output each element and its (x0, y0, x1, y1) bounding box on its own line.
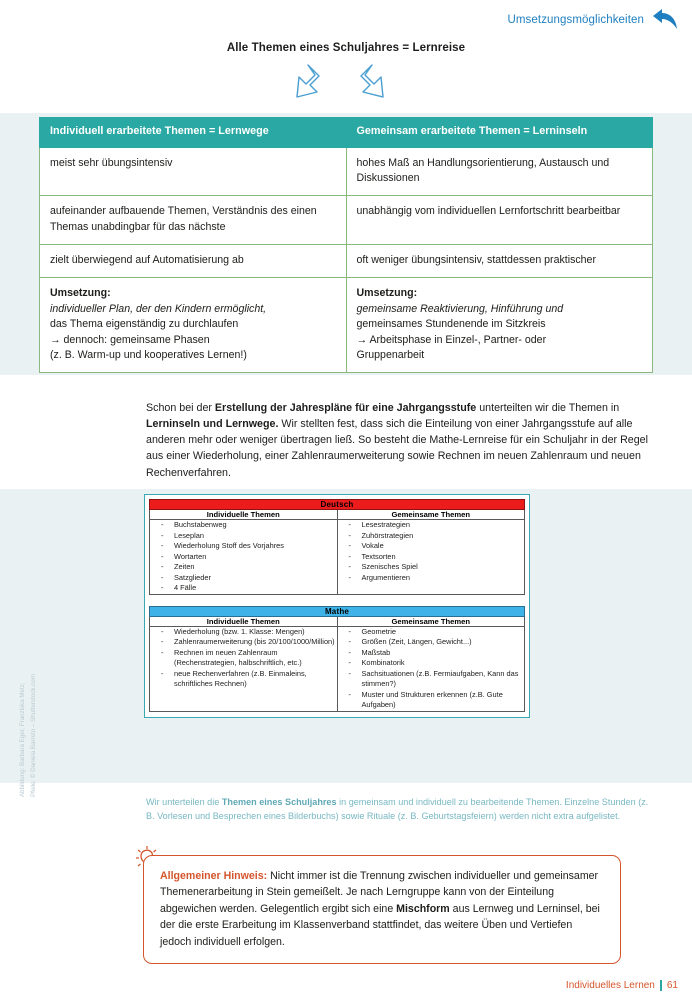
umsetzung-right-line-3: → Arbeitsphase in Einzel-, Partner- oder (356, 333, 547, 346)
list-item: - Muster und Strukturen erkennen (z.B. Gute Aufgaben) (338, 690, 525, 711)
figure-caption (146, 796, 654, 824)
cell-right: unabhängig vom individuellen Lernfortschritt bearbeitbar (346, 196, 653, 245)
comparison-table (39, 117, 653, 373)
subject-figure-box (144, 494, 530, 718)
list-item: - Sachsituationen (z.B. Fermiaufgaben, Kann das stimmen?) (338, 669, 525, 690)
list-item: - Maßstab (338, 648, 525, 659)
cell-right: oft weniger übungsintensiv, stattdessen praktischer (346, 245, 653, 278)
cell-left: zielt überwiegend auf Automatisierung ab (40, 245, 347, 278)
mathe-gemeinsam-list (337, 626, 525, 711)
image-credit (18, 627, 39, 797)
list-item: - Satzglieder (150, 573, 337, 584)
list-item: - Argumentieren (338, 573, 525, 584)
list (150, 627, 337, 690)
list (150, 520, 337, 594)
umsetzung-left-line-3: → dennoch: gemeinsame Phasen (50, 333, 210, 346)
list (338, 520, 525, 583)
credit-line-2: Pfeile: © Daniela Barreto – Shutterstock.com (29, 674, 37, 797)
list-item: - Zuhörstrategien (338, 531, 525, 542)
deutsch-title: Deutsch (150, 500, 525, 510)
umsetzung-left-italic-1: individueller Plan, der den Kindern ermöglicht, (50, 302, 267, 315)
paragraph-bold-2: Lerninseln und Lernwege. (146, 417, 279, 430)
table-row (40, 147, 653, 196)
list-item: - Geometrie (338, 627, 525, 638)
umsetzung-right-italic-1: gemeinsame Reaktivierung, Hinführung und (356, 302, 564, 315)
caption-part-1: Wir unterteilen die (146, 797, 222, 808)
curved-arrow-left-icon (652, 9, 678, 31)
hint-lead: Allgemeiner Hinweis: (160, 870, 268, 882)
hint-part-1: Nicht immer ist die Trennung zwischen individueller und gemeinsamer Themenerarbeitung in Stein gemeißelt. Je nach Lerngruppe kann von der Einteilung abgewichen werden. Gelegentlich ergibt sich eine (160, 870, 599, 915)
cell-left: aufeinander aufbauende Themen, Verständnis des einen Themas unabdingbar für das nächste (40, 196, 347, 245)
list-item: - Wiederholung (bzw. 1. Klasse: Mengen) (150, 627, 337, 638)
hint-bold-1: Mischform (396, 902, 450, 915)
column-header-lernwege: Individuell erarbeitete Themen = Lernwege (40, 118, 347, 148)
umsetzung-left-line-4: (z. B. Warm-up und kooperatives Lernen!) (50, 348, 247, 361)
deutsch-col-individuell: Individuelle Themen (150, 510, 338, 520)
paragraph-part-1: Schon bei der (146, 401, 215, 414)
deutsch-table (149, 499, 525, 595)
umsetzung-label: Umsetzung: (50, 287, 111, 300)
hint-box (143, 855, 621, 964)
deutsch-content-row (150, 520, 525, 595)
mathe-content-row (150, 626, 525, 711)
paragraph-bold-1: Erstellung der Jahrespläne für eine Jahrgangsstufe (214, 401, 477, 414)
umsetzung-label: Umsetzung: (356, 287, 418, 300)
deutsch-title-row (150, 500, 525, 510)
mathe-title: Mathe (150, 606, 525, 616)
paragraph-part-2: unterteilten wir die Themen in (476, 401, 620, 414)
table-spacer (149, 595, 525, 606)
list-item: - Größen (Zeit, Längen, Gewicht...) (338, 637, 525, 648)
mathe-col-gemeinsam: Gemeinsame Themen (337, 616, 525, 626)
deutsch-individuell-list (150, 520, 338, 595)
list-item: - Wortarten (150, 552, 337, 563)
list-item: - Buchstabenweg (150, 520, 337, 531)
cell-right: hohes Maß an Handlungsorientierung, Austausch und Diskussionen (346, 147, 653, 196)
list (338, 627, 525, 711)
deutsch-col-gemeinsam: Gemeinsame Themen (337, 510, 525, 520)
figure-arrows (0, 62, 692, 110)
mathe-table (149, 606, 525, 712)
list-item: - Textsorten (338, 552, 525, 563)
list-item: - Vokale (338, 541, 525, 552)
figure-title: Alle Themen eines Schuljahres = Lernreise (226, 42, 466, 54)
list-item: - Zeiten (150, 562, 337, 573)
umsetzung-left-line-1 (50, 302, 336, 317)
hint-part-2: aus Lernweg und Lerninsel, bei der die erste Erarbeitung im Klassenverband stattfindet, das weitere Üben und Vertiefen jedoch individuell erfolgen. (160, 902, 600, 948)
list-item: - Wiederholung Stoff des Vorjahres (150, 541, 337, 552)
umsetzung-right-line-1 (357, 302, 643, 317)
outline-arrow-down-left-icon (297, 65, 319, 97)
list-item: - Leseplan (150, 531, 337, 542)
deutsch-gemeinsam-list (337, 520, 525, 595)
outline-arrow-down-right-icon (361, 65, 383, 97)
table-row (40, 196, 653, 245)
mathe-header-row (150, 616, 525, 626)
paragraph-part-3: Wir stellten fest, dass sich die Einteilung von einer Jahrgangsstufe auf alle anderen mehr oder weniger übertragen ließ. So besteht die Mathe-Lernreise für ein Schuljahr in der Regel aus einer Wiederholung, einer Zahlenraumerweiterung sowie Rechnen im neuen Zahlenraum und neuen Rechenverfahren. (146, 417, 649, 479)
list-item: - 4 Fälle (150, 583, 337, 594)
table-row (40, 245, 653, 278)
mathe-col-individuell: Individuelle Themen (150, 616, 338, 626)
table-header-row (40, 118, 653, 148)
page-footer (566, 980, 678, 991)
footer-section: Individuelles Lernen (565, 980, 655, 991)
caption-part-2: in gemeinsam und individuell zu bearbeitende Themen. Einzelne Stunden (z. B. Vorlesen und Besprechen eines Bilderbuchs) sowie Rituale (z. B. Geburtstagsfeiern) werden nicht extra aufgelistet. (146, 797, 649, 821)
body-paragraph (146, 400, 654, 481)
caption-bold-1: Themen eines Schuljahres (221, 797, 337, 808)
column-header-lerninseln: Gemeinsam erarbeitete Themen = Lerninseln (346, 118, 653, 148)
page-number: 61 (666, 980, 678, 991)
list-item: - Lesestrategien (338, 520, 525, 531)
cell-umsetzung-left (40, 278, 347, 373)
mathe-title-row (150, 606, 525, 616)
mathe-individuell-list (150, 626, 338, 711)
cell-left: meist sehr übungsintensiv (40, 147, 347, 196)
umsetzung-right-line-4: Gruppenarbeit (356, 348, 425, 361)
page-header (507, 9, 678, 31)
list-item: - Kombinatorik (338, 658, 525, 669)
header-label: Umsetzungsmöglichkeiten (507, 14, 644, 26)
umsetzung-left-line-2: das Thema eigenständig zu durchlaufen (50, 318, 239, 331)
umsetzung-right-line-2: gemeinsames Stundenende im Sitzkreis (356, 318, 546, 331)
list-item: - Rechnen im neuen Zahlenraum (Rechenstrategien, halbschriftlich, etc.) (150, 648, 337, 669)
list-item: - neue Rechenverfahren (z.B. Einmaleins, schriftliches Rechnen) (150, 669, 337, 690)
deutsch-header-row (150, 510, 525, 520)
cell-umsetzung-right (346, 278, 653, 373)
list-item: - Szenisches Spiel (338, 562, 525, 573)
table-row-umsetzung (40, 278, 653, 373)
footer-divider (660, 980, 662, 991)
credit-line-1: Abbildung: Barbara Eger, Franziska Metz; (19, 682, 26, 797)
list-item: - Zahlenraumerweiterung (bis 20/100/1000/Million) (150, 637, 337, 648)
